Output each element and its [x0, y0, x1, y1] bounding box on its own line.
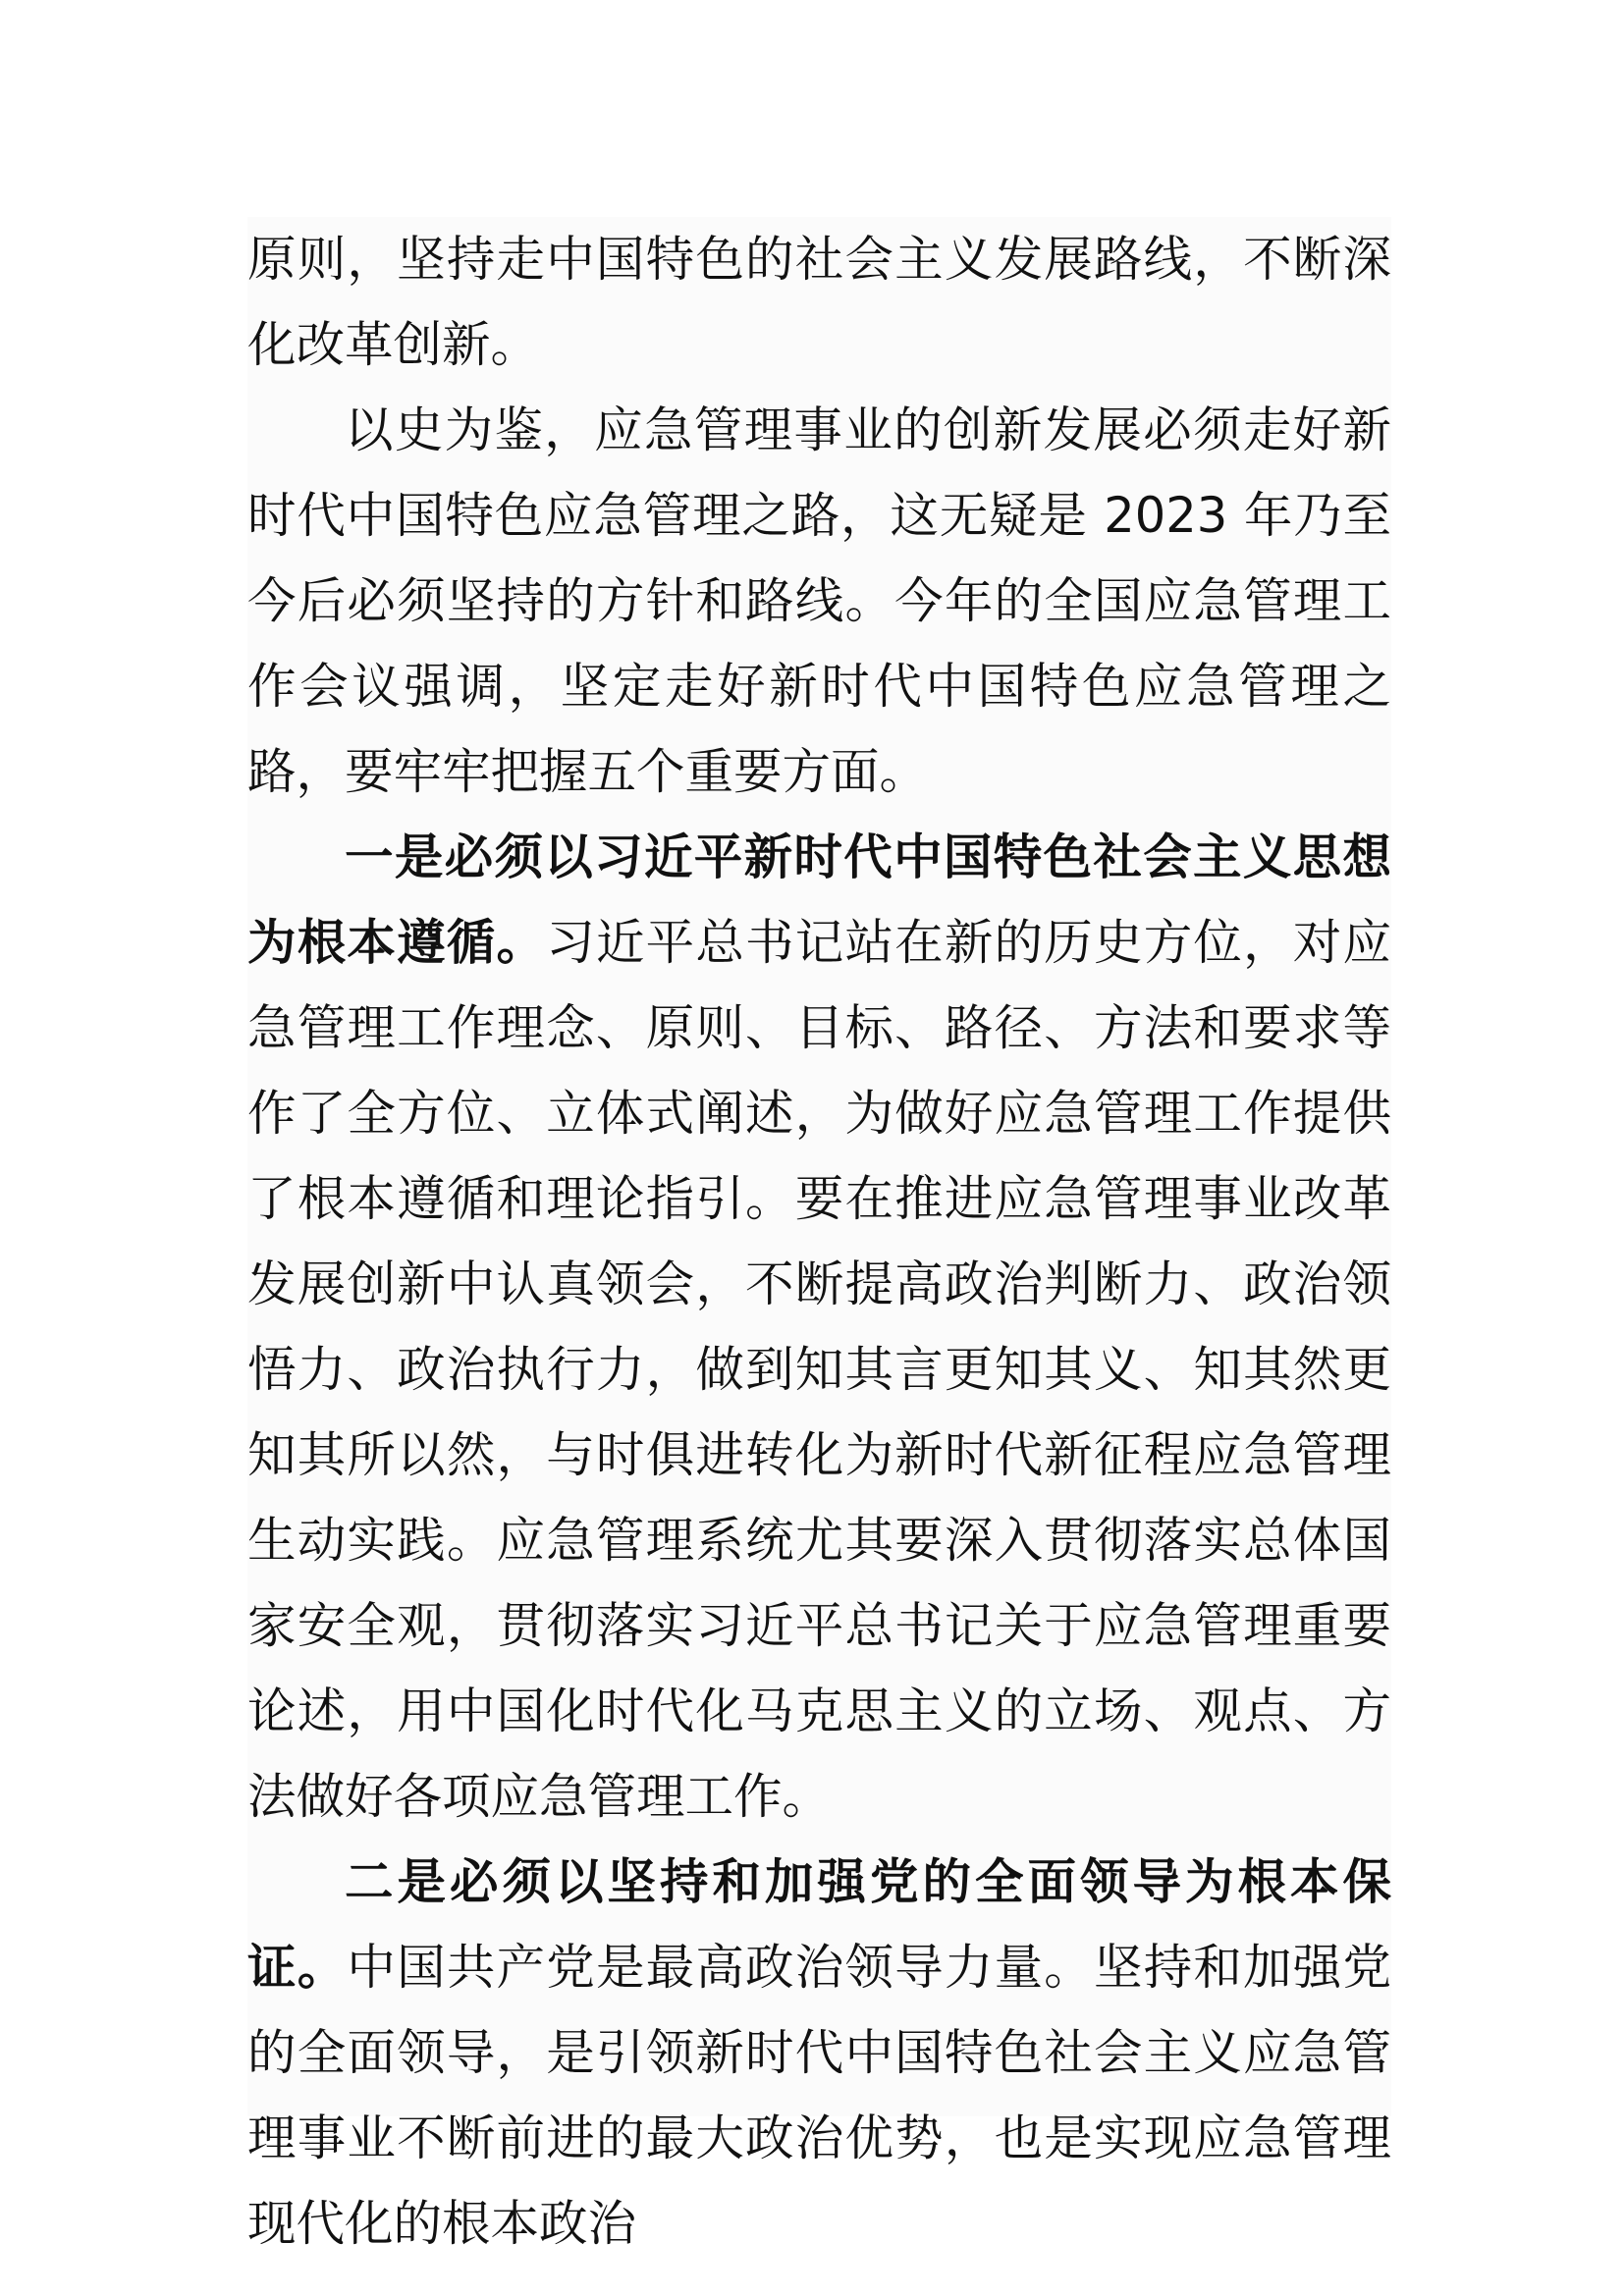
- paragraph-intro: [247, 388, 1391, 815]
- document-body: [247, 217, 1392, 2252]
- paragraph-continuation: [247, 217, 1391, 388]
- paragraph-text: 以史为鉴，应急管理事业的创新发展必须走好新时代中国特色应急管理之路，这无疑是 2023 年乃至今后必须坚持的方针和路线。今年的全国应急管理工作会议强调，坚定走好新时代中国特色应急管理之路，要牢牢把握五个重要方面。: [247, 401, 1391, 800]
- paragraph-point-one: [247, 815, 1391, 1840]
- paragraph-text: 中国共产党是最高政治领导力量。坚持和加强党的全面领导，是引领新时代中国特色社会主义应急管理事业不断前进的最大政治优势，也是实现应急管理现代化的根本政治: [247, 1939, 1392, 2252]
- paragraph-bold-lead: 二是必须以坚持和加强党的全面领导为根本保证。: [247, 1853, 1391, 1996]
- paragraph-text: 习近平总书记站在新的历史方位，对应急管理工作理念、原则、目标、路径、方法和要求等作了全方位、立体式阐述，为做好应急管理工作提供了根本遵循和理论指引。要在推进应急管理事业改革发展创新中认真领会，不断提高政治判断力、政治领悟力、政治执行力，做到知其言更知其义、知其然更知其所以然，与时俱进转化为新时代新征程应急管理生动实践。应急管理系统尤其要深入贯彻落实总体国家安全观，贯彻落实习近平总书记关于应急管理重要论述，用中国化时代化马克思主义的立场、观点、方法做好各项应急管理工作。: [247, 914, 1392, 1825]
- paragraph-text: 原则，坚持走中国特色的社会主义发展路线，不断深化改革创新。: [247, 231, 1391, 373]
- paragraph-point-two: [247, 1840, 1391, 2267]
- paragraph-bold-lead: 一是必须以习近平新时代中国特色社会主义思想为根本遵循。: [247, 828, 1391, 971]
